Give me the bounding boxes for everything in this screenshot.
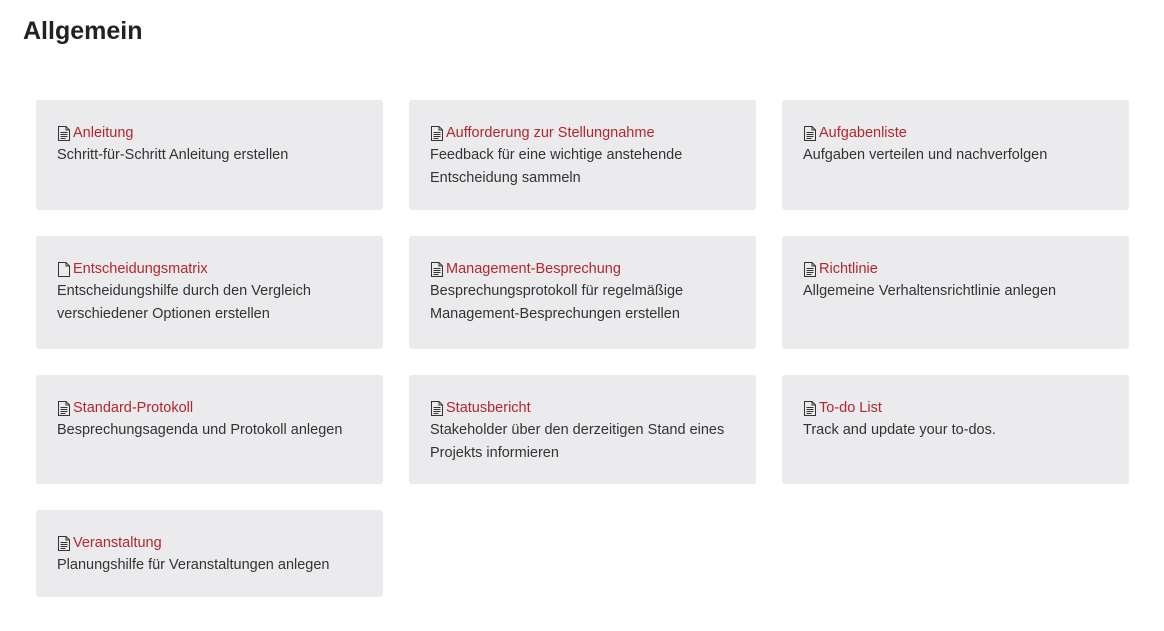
template-title-link[interactable]: Statusbericht bbox=[446, 400, 531, 416]
document-text-icon bbox=[803, 126, 817, 141]
template-description: Entscheidungshilfe durch den Vergleich verschiedener Optionen erstellen bbox=[57, 283, 311, 322]
template-card-to-do-list[interactable] bbox=[782, 375, 1129, 484]
document-text-icon bbox=[57, 126, 71, 141]
template-grid bbox=[36, 100, 1129, 597]
template-description: Planungshilfe für Veranstaltungen anlegen bbox=[57, 557, 330, 573]
template-card-management-besprechung[interactable] bbox=[409, 236, 756, 349]
template-description: Stakeholder über den derzeitigen Stand eines Projekts informieren bbox=[430, 422, 725, 461]
template-card-standard-protokoll[interactable] bbox=[36, 375, 383, 484]
template-description: Schritt-für-Schritt Anleitung erstellen bbox=[57, 147, 289, 163]
template-title-link[interactable]: Entscheidungsmatrix bbox=[73, 261, 208, 277]
template-card-entscheidungsmatrix[interactable] bbox=[36, 236, 383, 349]
template-title-link[interactable]: Aufforderung zur Stellungnahme bbox=[446, 125, 655, 141]
template-title-link[interactable]: Aufgabenliste bbox=[819, 125, 907, 141]
document-text-icon bbox=[430, 126, 444, 141]
template-description: Besprechungsagenda und Protokoll anlegen bbox=[57, 422, 343, 438]
document-text-icon bbox=[57, 536, 71, 551]
template-card-statusbericht[interactable] bbox=[409, 375, 756, 484]
template-card-anleitung[interactable] bbox=[36, 100, 383, 210]
template-description: Allgemeine Verhaltensrichtlinie anlegen bbox=[803, 283, 1057, 299]
document-blank-icon bbox=[57, 262, 71, 277]
template-description: Feedback für eine wichtige anstehende Entscheidung sammeln bbox=[430, 147, 683, 186]
document-text-icon bbox=[803, 262, 817, 277]
template-card-veranstaltung[interactable] bbox=[36, 510, 383, 597]
document-text-icon bbox=[430, 401, 444, 416]
template-title-link[interactable]: Anleitung bbox=[73, 125, 134, 141]
template-card-aufforderung-zur-stellungnahme[interactable] bbox=[409, 100, 756, 210]
document-text-icon bbox=[57, 401, 71, 416]
template-description: Besprechungsprotokoll für regelmäßige Management-Besprechungen erstellen bbox=[430, 283, 684, 322]
document-text-icon bbox=[803, 401, 817, 416]
template-description: Aufgaben verteilen und nachverfolgen bbox=[803, 147, 1048, 163]
template-description: Track and update your to-dos. bbox=[803, 422, 996, 438]
template-title-link[interactable]: Richtlinie bbox=[819, 261, 878, 277]
document-text-icon bbox=[430, 262, 444, 277]
section-title: Allgemein bbox=[23, 17, 143, 45]
template-card-aufgabenliste[interactable] bbox=[782, 100, 1129, 210]
template-title-link[interactable]: To-do List bbox=[819, 400, 882, 416]
template-title-link[interactable]: Management-Besprechung bbox=[446, 261, 621, 277]
template-card-richtlinie[interactable] bbox=[782, 236, 1129, 349]
template-title-link[interactable]: Standard-Protokoll bbox=[73, 400, 194, 416]
template-title-link[interactable]: Veranstaltung bbox=[73, 535, 162, 551]
